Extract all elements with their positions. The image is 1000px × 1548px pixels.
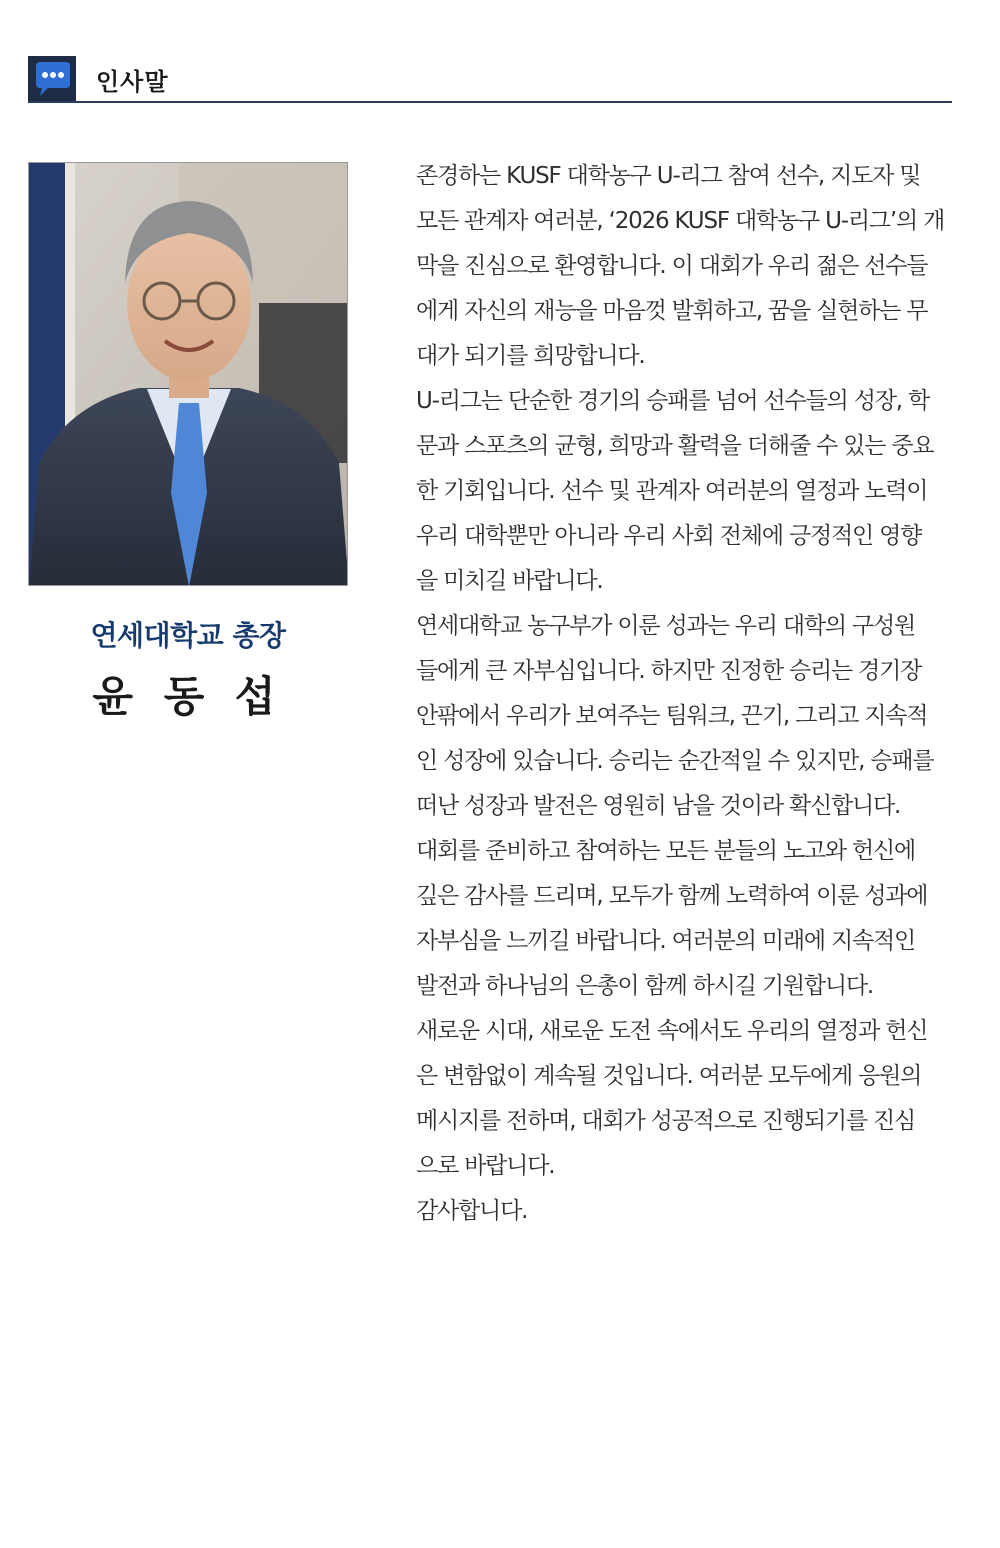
header-divider bbox=[28, 101, 952, 103]
text-line: 을 미치길 바랍니다. bbox=[416, 568, 603, 594]
text-line: 우리 대학뿐만 아니라 우리 사회 전체에 긍정적인 영향 bbox=[416, 523, 922, 549]
text-line: 한 기회입니다. 선수 및 관계자 여러분의 열정과 노력이 bbox=[416, 478, 928, 504]
text-line: 에게 자신의 재능을 마음껏 발휘하고, 꿈을 실현하는 무 bbox=[416, 298, 928, 324]
president-name: 윤 동 섭 bbox=[92, 672, 284, 721]
speech-bubble-icon bbox=[28, 56, 76, 102]
text-line: 자부심을 느끼길 바랍니다. 여러분의 미래에 지속적인 bbox=[416, 928, 916, 954]
text-line: 새로운 시대, 새로운 도전 속에서도 우리의 열정과 헌신 bbox=[416, 1018, 928, 1044]
greeting-paragraph bbox=[416, 1009, 956, 1189]
text-line: 으로 바랍니다. bbox=[416, 1153, 555, 1179]
text-line: 문과 스포츠의 균형, 희망과 활력을 더해줄 수 있는 중요 bbox=[416, 433, 934, 459]
text-line: 막을 진심으로 환영합니다. 이 대회가 우리 젊은 선수들 bbox=[416, 253, 928, 279]
president-title: 연세대학교 총장 bbox=[90, 619, 286, 652]
text-line: 안팎에서 우리가 보여주는 팀워크, 끈기, 그리고 지속적 bbox=[416, 703, 928, 729]
text-line: 대가 되기를 희망합니다. bbox=[416, 343, 645, 369]
text-line: 존경하는 KUSF 대학농구 U-리그 참여 선수, 지도자 및 bbox=[416, 163, 921, 189]
text-line: 모든 관계자 여러분, ‘2026 KUSF 대학농구 U-리그’의 개 bbox=[416, 208, 945, 234]
text-line: 은 변함없이 계속될 것입니다. 여러분 모두에게 응원의 bbox=[416, 1063, 922, 1089]
text-line: U-리그는 단순한 경기의 승패를 넘어 선수들의 성장, 학 bbox=[416, 388, 930, 414]
greeting-paragraph bbox=[416, 604, 956, 829]
greeting-closing bbox=[416, 1189, 956, 1234]
text-line: 인 성장에 있습니다. 승리는 순간적일 수 있지만, 승패를 bbox=[416, 748, 934, 774]
greeting-paragraph bbox=[416, 154, 956, 379]
greeting-paragraph bbox=[416, 379, 956, 604]
text-line: 메시지를 전하며, 대회가 성공적으로 진행되기를 진심 bbox=[416, 1108, 916, 1134]
text-line: 대회를 준비하고 참여하는 모든 분들의 노고와 헌신에 bbox=[416, 838, 916, 864]
text-line: 연세대학교 농구부가 이룬 성과는 우리 대학의 구성원 bbox=[416, 613, 916, 639]
president-portrait bbox=[28, 162, 348, 586]
page-title: 인사말 bbox=[96, 68, 169, 96]
text-line: 깊은 감사를 드리며, 모두가 함께 노력하여 이룬 성과에 bbox=[416, 883, 928, 909]
text-line: 발전과 하나님의 은총이 함께 하시길 기원합니다. bbox=[416, 973, 874, 999]
section-header bbox=[28, 56, 952, 104]
greeting-paragraph bbox=[416, 829, 956, 1009]
text-line: 떠난 성장과 발전은 영원히 남을 것이라 확신합니다. bbox=[416, 793, 901, 819]
greeting-body bbox=[416, 154, 956, 1234]
text-line: 들에게 큰 자부심입니다. 하지만 진정한 승리는 경기장 bbox=[416, 658, 922, 684]
text-line: 감사합니다. bbox=[416, 1198, 528, 1224]
